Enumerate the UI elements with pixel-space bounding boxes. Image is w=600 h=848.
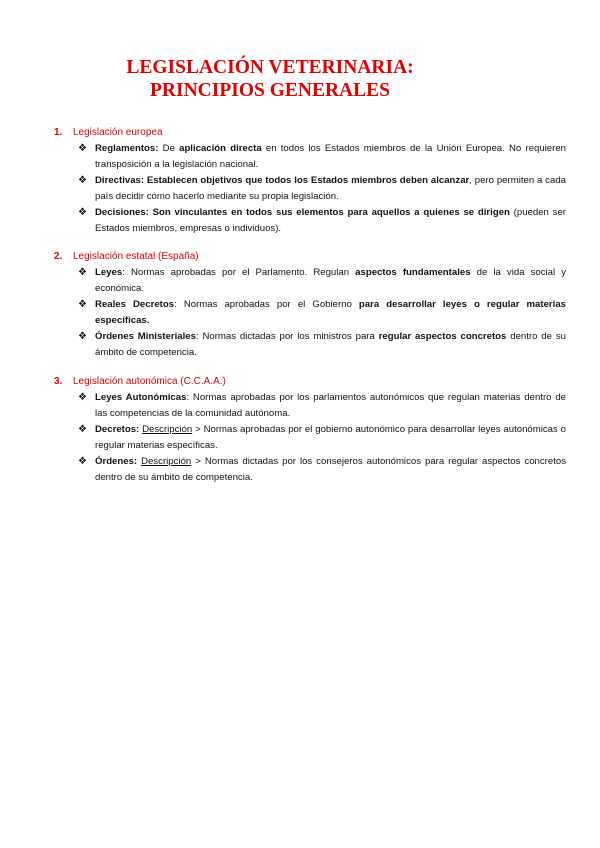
list-item-reglamentos bbox=[54, 141, 566, 173]
item-bold-text: regular aspectos concretos bbox=[378, 331, 507, 342]
list-item-reales-decretos bbox=[54, 297, 566, 329]
section-heading bbox=[54, 125, 566, 141]
section-number: 3. bbox=[54, 376, 63, 387]
list-item-decisiones bbox=[54, 205, 566, 237]
item-term: Leyes Autonómicas bbox=[95, 392, 187, 403]
section-legislacion-autonomica bbox=[54, 374, 566, 486]
item-text: , pero permiten a cada país decidir cómo hacerlo mediante su propia legislación. bbox=[95, 175, 566, 202]
list-item-leyes-autonomicas bbox=[54, 390, 566, 422]
diamond-bullet-icon: ❖ bbox=[78, 331, 87, 342]
item-text: > Normas dictadas por los consejeros autonómicos para regular aspectos concretos dentro de su ámbito de competencia. bbox=[95, 456, 567, 483]
diamond-bullet-icon: ❖ bbox=[78, 143, 87, 154]
item-bold-text: aplicación directa bbox=[179, 143, 262, 154]
section-heading-label: Legislación europea bbox=[73, 127, 163, 138]
item-text: de la vida social y económica. bbox=[95, 267, 567, 294]
item-bold-text: para desarrollar leyes o regular materias específicas. bbox=[95, 299, 566, 326]
section-number: 1. bbox=[54, 127, 63, 138]
list-item-ordenes bbox=[54, 454, 566, 486]
item-term: Órdenes: bbox=[95, 456, 138, 467]
diamond-bullet-icon: ❖ bbox=[78, 456, 87, 467]
section-heading-label: Legislación autonómica (C.C.A.A.) bbox=[73, 376, 226, 387]
diamond-bullet-icon: ❖ bbox=[78, 392, 87, 403]
item-text: : Normas aprobadas por los parlamentos autonómicos que regulan materias dentro de las competencias de la comunidad autónoma. bbox=[95, 392, 566, 419]
section-number: 2. bbox=[54, 251, 63, 262]
item-text: (pueden ser Estados miembros, empresas o individuos). bbox=[95, 207, 566, 234]
item-bold-text: aspectos fundamentales bbox=[355, 267, 471, 278]
item-underlined-text: Descripción bbox=[141, 456, 192, 467]
title-line-2: PRINCIPIOS GENERALES bbox=[149, 80, 390, 101]
item-term: Reales Decretos bbox=[95, 299, 175, 310]
section-heading bbox=[54, 249, 566, 265]
diamond-bullet-icon: ❖ bbox=[78, 299, 87, 310]
item-underlined-text: Descripción bbox=[142, 424, 193, 435]
section-heading-label: Legislación estatal (España) bbox=[73, 251, 199, 262]
item-text: : Normas dictadas por los ministros para bbox=[195, 331, 379, 342]
item-text: : Normas aprobadas por el Parlamento. Regulan bbox=[122, 267, 356, 278]
diamond-bullet-icon: ❖ bbox=[78, 267, 87, 278]
list-item-directivas bbox=[54, 173, 566, 205]
list-item-decretos bbox=[54, 422, 566, 454]
title-line-1: LEGISLACIÓN VETERINARIA: bbox=[126, 57, 414, 78]
diamond-bullet-icon: ❖ bbox=[78, 175, 87, 186]
diamond-bullet-icon: ❖ bbox=[78, 424, 87, 435]
item-bold-text: Son vinculantes en todos sus elementos para aquellos a quienes se dirigen bbox=[148, 207, 510, 218]
list-item-ordenes-ministeriales bbox=[54, 329, 566, 361]
item-text: De bbox=[158, 143, 180, 154]
item-text: en todos los Estados miembros de la Unión Europea. No requieren transposición a la legislación nacional. bbox=[95, 143, 566, 170]
item-term: Reglamentos: bbox=[95, 143, 159, 154]
item-term: Órdenes Ministeriales bbox=[95, 331, 196, 342]
item-text: : Normas aprobadas por el Gobierno bbox=[174, 299, 359, 310]
section-legislacion-europea bbox=[54, 125, 566, 237]
item-bold-text: Establecen objetivos que todos los Estados miembros deben alcanzar bbox=[144, 175, 470, 186]
diamond-bullet-icon: ❖ bbox=[78, 207, 87, 218]
item-term: Directivas: bbox=[95, 175, 145, 186]
item-term: Decisiones: bbox=[95, 207, 149, 218]
section-heading bbox=[54, 374, 566, 390]
item-text: > Normas aprobadas por el gobierno autonómico para desarrollar leyes autonómicas o regular materias específicas. bbox=[95, 424, 566, 451]
list-item-leyes bbox=[54, 265, 566, 297]
item-text: dentro de su ámbito de competencia. bbox=[95, 331, 566, 358]
item-term: Leyes bbox=[95, 267, 123, 278]
section-legislacion-estatal bbox=[54, 249, 566, 361]
item-term: Decretos: bbox=[95, 424, 140, 435]
page-title bbox=[0, 56, 540, 102]
